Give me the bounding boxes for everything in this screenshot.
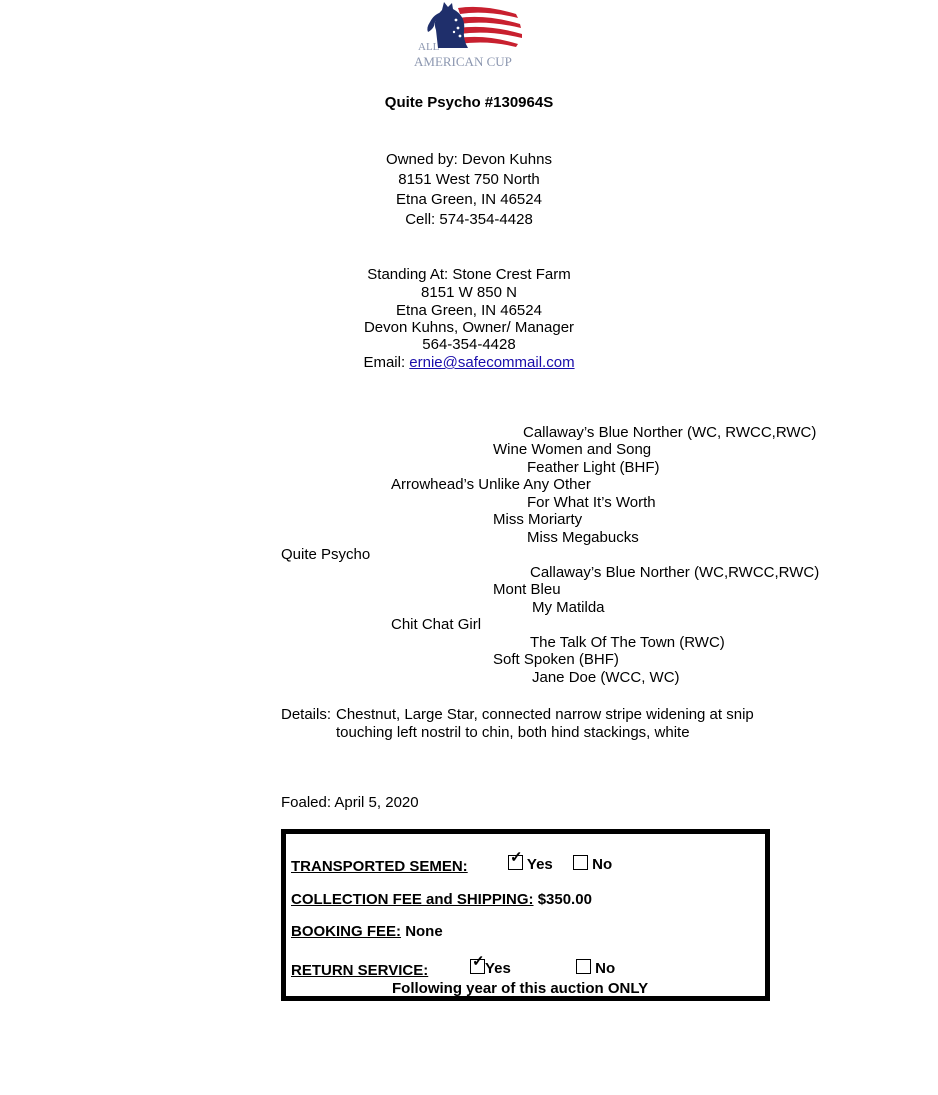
checked-checkbox-icon[interactable]: ✓ (508, 855, 523, 870)
owner-line-4: Cell: 574-354-4428 (405, 211, 533, 228)
pedigree-sire-sire-sire: Callaway’s Blue Norther (WC, RWCC,RWC) (523, 424, 817, 441)
pedigree-sire-dam: Miss Moriarty (493, 511, 583, 528)
owner-line-1: Owned by: Devon Kuhns (386, 151, 552, 168)
booking-fee-label: BOOKING FEE: (291, 923, 402, 940)
owner-line-3: Etna Green, IN 46524 (396, 191, 542, 208)
standing-line-3: Etna Green, IN 46524 (396, 302, 542, 319)
booking-fee-value: None (405, 923, 443, 940)
pedigree-dam: Chit Chat Girl (391, 616, 482, 633)
return-no-option[interactable] (576, 959, 615, 977)
pedigree-sire-dam-sire: For What It’s Worth (527, 494, 656, 511)
pedigree-sire: Arrowhead’s Unlike Any Other (391, 476, 591, 493)
pedigree-horse: Quite Psycho (281, 546, 371, 563)
pedigree-dam-dam-sire: The Talk Of The Town (RWC) (530, 634, 725, 651)
logo-text-all: ALL (418, 41, 440, 53)
checkbox-icon[interactable] (573, 855, 588, 870)
email-label: Email: (363, 354, 410, 371)
pedigree-dam-sire: Mont Bleu (493, 581, 561, 598)
details-line-2: touching left nostril to chin, both hind stackings, white (336, 724, 690, 741)
collection-fee-row (291, 891, 592, 908)
collection-fee-value: $350.00 (537, 891, 592, 908)
pedigree-dam-dam-dam: Jane Doe (WCC, WC) (532, 669, 680, 686)
transported-semen-label: TRANSPORTED SEMEN: (291, 858, 468, 875)
page-title: Quite Psycho #130964S (384, 94, 554, 111)
pedigree-sire-sire-dam: Feather Light (BHF) (527, 459, 660, 476)
booking-fee-row (291, 923, 443, 940)
return-no-label: No (595, 960, 616, 977)
logo-text-american-cup: AMERICAN CUP (414, 54, 512, 69)
checked-checkbox-icon[interactable]: ✓ (470, 959, 485, 974)
return-yes-label: Yes (485, 960, 511, 977)
email-link[interactable]: ernie@safecommail.com (409, 354, 575, 371)
details-label: Details: (281, 706, 332, 723)
foaled-date: Foaled: April 5, 2020 (281, 794, 419, 811)
pedigree-sire-sire: Wine Women and Song (493, 441, 652, 458)
return-service-note: Following year of this auction ONLY (392, 980, 649, 997)
all-american-cup-logo (408, 0, 533, 72)
breeding-terms-box (281, 829, 770, 1001)
standing-line-2: 8151 W 850 N (421, 284, 517, 301)
pedigree-dam-sire-dam: My Matilda (532, 599, 605, 616)
pedigree-sire-dam-dam: Miss Megabucks (527, 529, 639, 546)
return-yes-option[interactable] (470, 953, 511, 977)
transported-yes-label: Yes (526, 856, 553, 873)
details-line-1: Chestnut, Large Star, connected narrow stripe widening at snip (336, 706, 754, 723)
standing-line-5: 564-354-4428 (422, 336, 516, 353)
owner-line-2: 8151 West 750 North (398, 171, 540, 188)
pedigree-dam-dam: Soft Spoken (BHF) (493, 651, 619, 668)
transported-no-label: No (592, 856, 613, 873)
standing-line-4: Devon Kuhns, Owner/ Manager (363, 319, 575, 336)
standing-email-line (0, 354, 938, 371)
standing-line-1: Standing At: Stone Crest Farm (367, 266, 571, 283)
return-service-label: RETURN SERVICE: (291, 962, 429, 979)
transported-no-option[interactable] (573, 855, 612, 873)
collection-fee-label: COLLECTION FEE and SHIPPING: (291, 891, 534, 908)
checkbox-icon[interactable] (576, 959, 591, 974)
pedigree-dam-sire-sire: Callaway’s Blue Norther (WC,RWCC,RWC) (530, 564, 820, 581)
transported-yes-option[interactable] (508, 849, 553, 873)
